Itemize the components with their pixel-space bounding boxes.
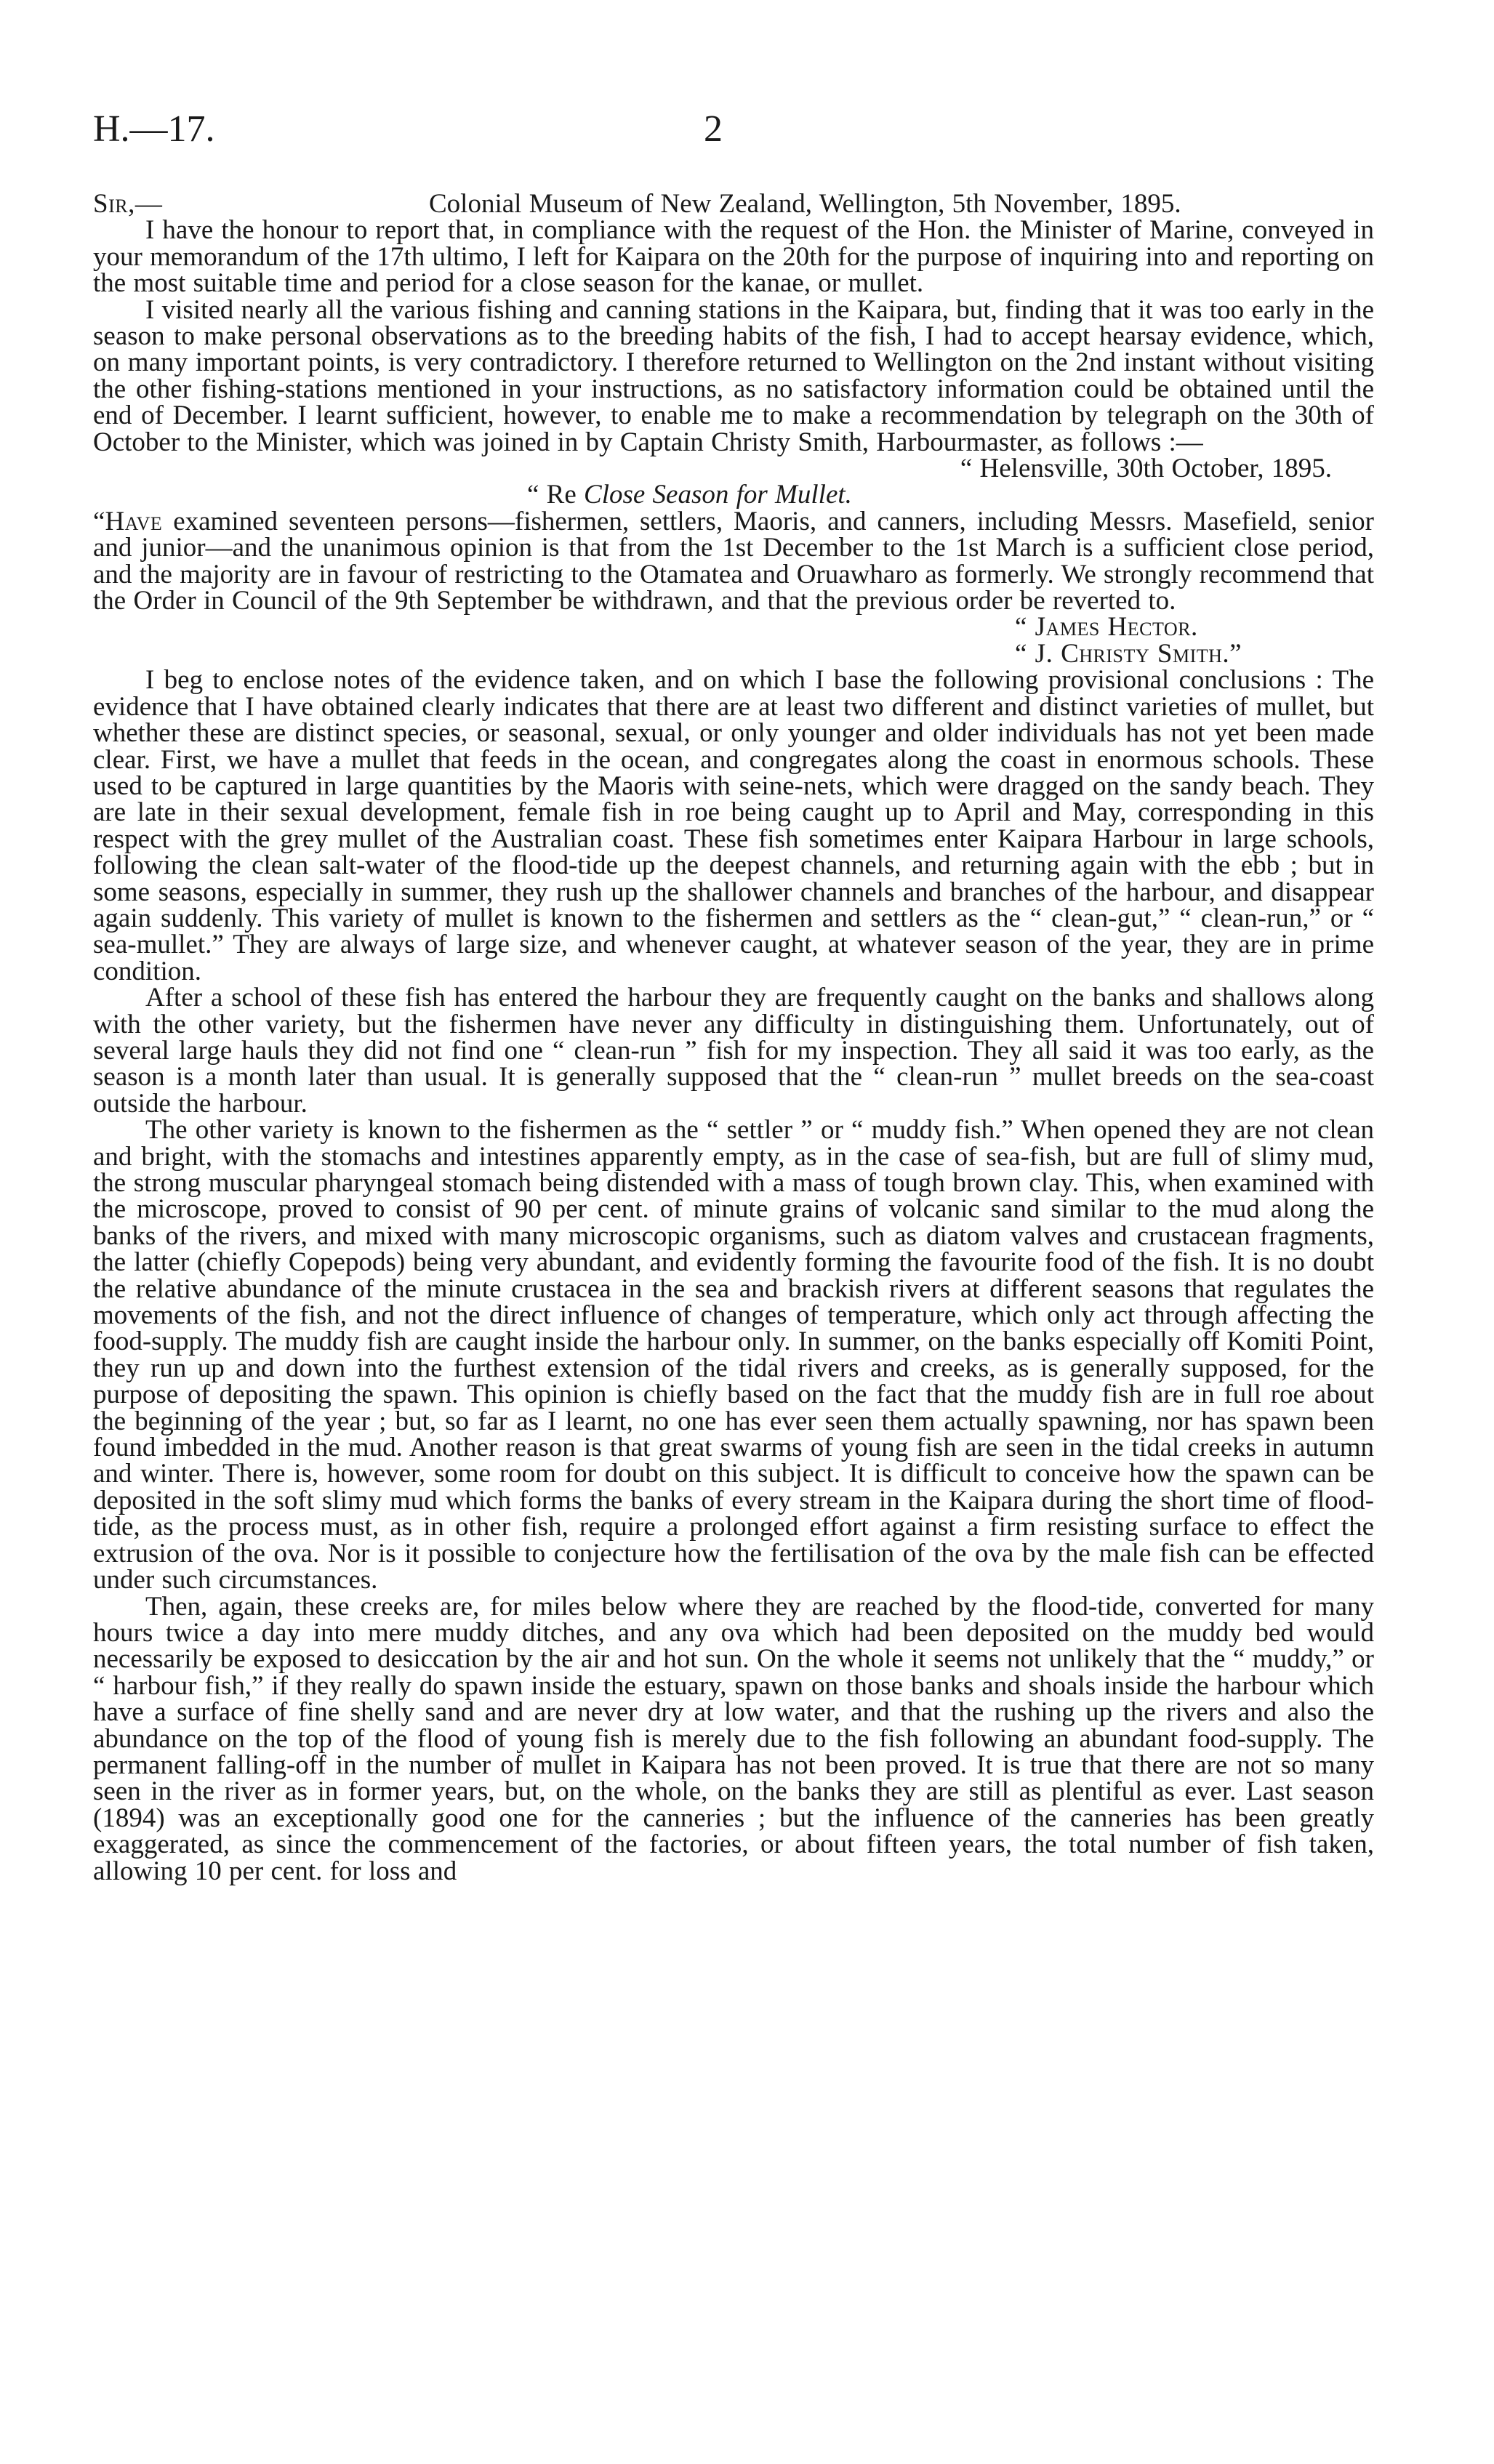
report-paragraph: After a school of these fish has entered the harbour they are frequently caught on the banks and shallows along with the other variety, but the fishermen have never any difficulty in distinguishing them. Unfortunately, out of several large hauls they did not find one “ clean-run ” fish for my inspection. They all said it was too early, as the season is a month later than usual. It is generally supposed that the “ clean-run ” mullet breeds on the sea-coast outside the harbour. — [93, 983, 1374, 1119]
telegram-heading — [93, 482, 1374, 508]
page-header — [93, 105, 1374, 153]
letter-paragraph: I have the honour to report that, in compliance with the request of the Hon. the Minister of Marine, conveyed in your memorandum of the 17th ultimo, I left for Kaipara on the 20th for the purpose of inquiring into and reporting on the most suitable time and period for a close season for the kanae, or mullet. — [93, 215, 1374, 299]
salutation: Sir,— — [93, 189, 163, 219]
telegram-body — [93, 506, 1374, 616]
report-paragraph: Then, again, these creeks are, for miles below where they are reached by the flood-tide, converted for many hours twice a day into mere muddy ditches, and any ova which had been deposited on the muddy bed would necessarily be exposed to desiccation by the air and hot sun. On the whole it seems not unlikely that the “ muddy,” or “ harbour fish,” if they really do spawn inside the estuary, spawn on those banks and shoals inside the harbour which have a surface of fine shelly sand and are never dry at low water, and that the rushing up the rivers and also the abundance on the top of the flood of young fish is merely due to the fish following an abundant food-supply. The permanent falling-off in the number of mullet in Kaipara has not been proved. It is true that there are not so many seen in the river as in former years, but, on the whole, on the banks they are still as plentiful as ever. Last season (1894) was an exceptionally good one for the canneries ; but the influence of the canneries has been greatly exaggerated, as since the commencement of the factories, or about fifteen years, the total number of fish taken, allowing 10 per cent. for loss and — [93, 1591, 1374, 1886]
telegram-dateline: “ Helensville, 30th October, 1895. — [960, 454, 1332, 484]
telegram-opening-word: Have — [105, 506, 163, 536]
letter-opening — [93, 191, 1374, 217]
document-reference: H.—17. — [93, 108, 215, 150]
signature-hector: “ James Hector. — [1015, 612, 1198, 643]
page-number: 2 — [704, 108, 723, 150]
letter-paragraph: I visited nearly all the various fishing and canning stations in the Kaipara, but, finding that it was too early in the season to make personal observations as to the breeding habits of the fish, I had to accept hearsay evidence, which, on many important points, is very contradictory. I therefore returned to Wellington on the 2nd instant without visiting the other fishing-stations mentioned in your instructions, as no satisfactory information could be obtained until the end of December. I learnt sufficient, however, to enable me to make a recommendation by telegraph on the 30th of October to the Minister, which was joined in by Captain Christy Smith, Harbourmaster, as follows :— — [93, 294, 1374, 457]
document-body — [93, 191, 1374, 1885]
telegram-heading-prefix: “ Re — [527, 480, 577, 510]
sender-address: Colonial Museum of New Zealand, Wellington, 5th November, 1895. — [429, 189, 1181, 219]
telegram-body-text: examined seventeen persons—fishermen, settlers, Maoris, and canners, including Messrs. Masefield, senior and junior—and the unanimous opinion is that from the 1st December to the 1st March is a sufficient close period, and the majority are in favour of restricting to the Otamatea and Oruawharo as formerly. We strongly recommend that the Order in Council of the 9th September be withdrawn, and that the previous order be reverted to. — [93, 506, 1374, 616]
telegram-heading-title: Close Season for Mullet. — [584, 480, 852, 510]
telegram-opening-quote: “ — [93, 506, 105, 536]
report-paragraph: I beg to enclose notes of the evidence taken, and on which I base the following provisional conclusions : The evidence that I have obtained clearly indicates that there are at least two different and distinct varieties of mullet, but whether these are distinct species, or seasonal, sexual, or only younger and older individuals has not yet been made clear. First, we have a mullet that feeds in the ocean, and congregates along the coast in enormous schools. These used to be captured in large quantities by the Maoris with seine-nets, which were dragged on the sandy beach. They are late in their sexual development, female fish in roe being caught up to April and May, corresponding in this respect with the grey mullet of the Australian coast. These fish sometimes enter Kaipara Harbour in large schools, following the clean salt-water of the flood-tide up the deepest channels, and returning again with the ebb ; but in some seasons, especially in summer, they rush up the shallower channels and branches of the harbour, and disappear again suddenly. This variety of mullet is known to the fishermen and settlers as the “ clean-gut,” “ clean-run,” or “ sea-mullet.” They are always of large size, and whenever caught, at whatever season of the year, they are in prime condition. — [93, 665, 1374, 986]
signature-smith: “ J. Christy Smith.” — [1015, 638, 1242, 669]
report-paragraph: The other variety is known to the fishermen as the “ settler ” or “ muddy fish.” When opened they are not clean and bright, with the stomachs and intestines apparently empty, as in the case of sea-fish, but are full of slimy mud, the strong muscular pharyngeal stomach being distended with a mass of tough brown clay. This, when examined with the microscope, proved to consist of 90 per cent. of minute grains of volcanic sand similar to the mud along the banks of the rivers, and mixed with many microscopic organisms, such as diatom valves and crustacean fragments, the latter (chiefly Copepods) being very abundant, and evidently forming the favourite food of the fish. It is no doubt the relative abundance of the minute crustacea in the sea and brackish rivers at different seasons that regulates the movements of the fish, and not the direct influence of changes of temperature, which only act through affecting the food-supply. The muddy fish are caught inside the harbour only. In summer, on the banks especially off Komiti Point, they run up and down into the furthest extension of the tidal rivers and creeks, as is generally supposed, for the purpose of depositing the spawn. This opinion is chiefly based on the fact that the muddy fish are in full roe about the beginning of the year ; but, so far as I learnt, no one has ever seen them actually spawning, nor has spawn been found imbedded in the mud. Another reason is that great swarms of young fish are seen in the tidal creeks in autumn and winter. There is, however, some room for doubt on this subject. It is difficult to conceive how the spawn can be deposited in the soft slimy mud which forms the banks of every stream in the Kaipara during the short time of flood-tide, as the process must, as in other fish, require a prolonged effort against a firm resisting surface to effect the extrusion of the ova. Nor is it possible to conjecture how the fertilisation of the ova by the male fish can be effected under such circumstances. — [93, 1115, 1374, 1595]
